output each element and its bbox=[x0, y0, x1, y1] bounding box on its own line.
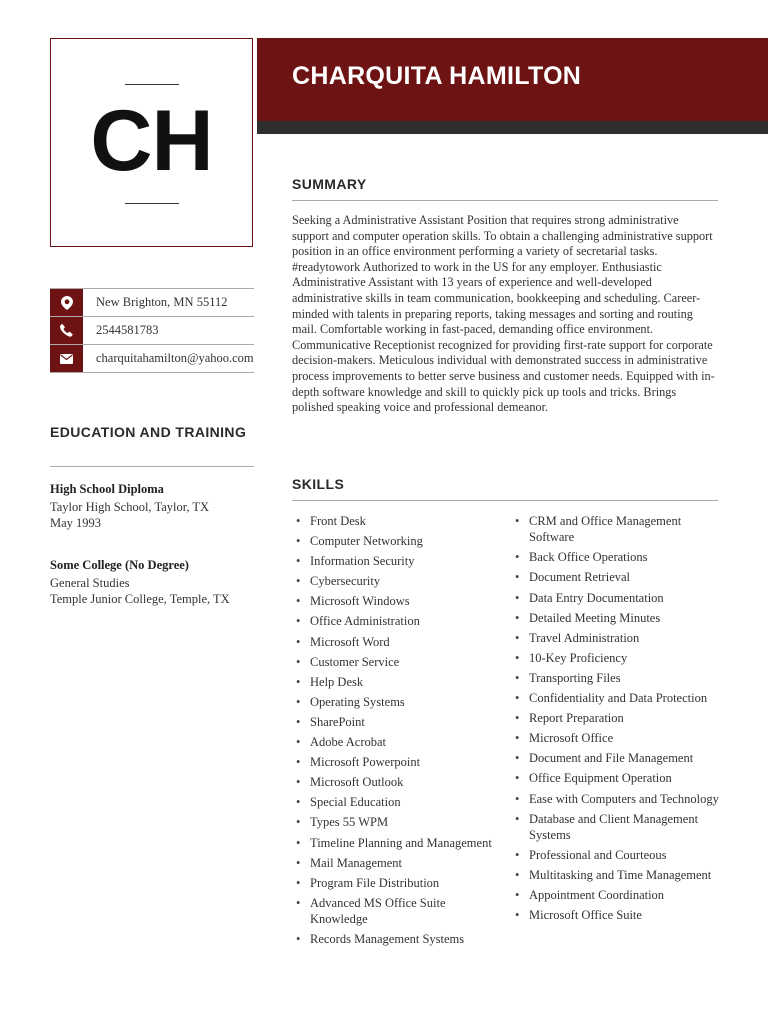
skill-item: • Microsoft Windows bbox=[292, 593, 502, 609]
education-rule bbox=[50, 466, 254, 467]
contact-phone bbox=[50, 317, 254, 345]
monogram-bottom-rule bbox=[125, 203, 179, 204]
skill-item: • Multitasking and Time Management bbox=[511, 867, 721, 883]
skill-item: • Ease with Computers and Technology bbox=[511, 791, 721, 807]
skill-item: • Appointment Coordination bbox=[511, 887, 721, 903]
education-school: Temple Junior College, Temple, TX bbox=[50, 592, 230, 606]
skills-list-left bbox=[292, 513, 502, 951]
envelope-icon bbox=[50, 345, 83, 372]
monogram-top-rule bbox=[125, 84, 179, 85]
skill-item: • Data Entry Documentation bbox=[511, 590, 721, 606]
skill-item: • Back Office Operations bbox=[511, 549, 721, 565]
skill-item: • Database and Client Management Systems bbox=[511, 811, 721, 844]
email-text[interactable]: charquitahamilton@yahoo.com bbox=[96, 351, 254, 365]
phone-icon bbox=[50, 317, 83, 344]
skill-item: • Document and File Management bbox=[511, 750, 721, 766]
skills-title: SKILLS bbox=[292, 476, 345, 492]
skill-item: • Computer Networking bbox=[292, 533, 502, 549]
skill-item: • Operating Systems bbox=[292, 694, 502, 710]
skill-item: • 10-Key Proficiency bbox=[511, 650, 721, 666]
skill-item: • Office Administration bbox=[292, 613, 502, 629]
education-entry bbox=[50, 481, 260, 531]
contact-location bbox=[50, 288, 254, 317]
skill-item: • Transporting Files bbox=[511, 670, 721, 686]
skill-item: • Advanced MS Office Suite Knowledge bbox=[292, 895, 502, 928]
skill-item: • Timeline Planning and Management bbox=[292, 835, 502, 851]
education-school: Taylor High School, Taylor, TX bbox=[50, 500, 210, 514]
contact-email bbox=[50, 345, 254, 373]
education-date: May 1993 bbox=[50, 516, 102, 530]
skill-item: • Help Desk bbox=[292, 674, 502, 690]
location-pin-icon bbox=[50, 289, 83, 316]
education-degree: High School Diploma bbox=[50, 482, 164, 496]
skill-item: • Types 55 WPM bbox=[292, 814, 502, 830]
skills-rule bbox=[292, 500, 718, 501]
header-dark-strip bbox=[257, 121, 768, 134]
monogram-box bbox=[50, 38, 253, 247]
monogram: CH bbox=[90, 93, 213, 189]
skill-item: • Document Retrieval bbox=[511, 569, 721, 585]
skill-item: • Confidentiality and Data Protection bbox=[511, 690, 721, 706]
education-degree: Some College (No Degree) bbox=[50, 558, 189, 572]
skill-item: • Report Preparation bbox=[511, 710, 721, 726]
education-title: EDUCATION AND TRAINING bbox=[50, 424, 247, 440]
skill-item: • Information Security bbox=[292, 553, 502, 569]
skill-item: • SharePoint bbox=[292, 714, 502, 730]
skill-item: • Microsoft Office bbox=[511, 730, 721, 746]
skills-list-right bbox=[511, 513, 721, 927]
skill-item: • Microsoft Outlook bbox=[292, 774, 502, 790]
skill-item: • CRM and Office Management Software bbox=[511, 513, 721, 546]
skill-item: • Microsoft Powerpoint bbox=[292, 754, 502, 770]
education-entry bbox=[50, 557, 260, 607]
location-text: New Brighton, MN 55112 bbox=[96, 295, 228, 309]
skill-item: • Adobe Acrobat bbox=[292, 734, 502, 750]
skill-item: • Special Education bbox=[292, 794, 502, 810]
skill-item: • Travel Administration bbox=[511, 630, 721, 646]
education-field: General Studies bbox=[50, 576, 130, 590]
skill-item: • Professional and Courteous bbox=[511, 847, 721, 863]
summary-text: Seeking a Administrative Assistant Position that requires strong administrative support and computer operation skills. To obtain a challenging administrative support position in an office environment performing a variety of secretarial tasks. #readytowork Authorized to work in the US for any employer. Enthusiastic Administrative Assistant with 13 years of experience and well-developed administrative skills in team communication, bookkeeping and scheduling. Career-minded with talents in preparing reports, taking messages and sorting and routing mail. Comfortable working in fast-paced, demanding office environment. Communicative Receptionist recognized for providing first-rate support for corporate decision-makers. Meticulous individual with demonstrated success in administrative process improvements to better serve business and customer needs. Equipped with in-depth software knowledge and skill to quickly pick up tools and tricks. Brings polished speaking voice and professional demeanor. bbox=[292, 213, 715, 415]
skill-item: • Mail Management bbox=[292, 855, 502, 871]
skill-item: • Customer Service bbox=[292, 654, 502, 670]
summary-rule bbox=[292, 200, 718, 201]
skill-item: • Cybersecurity bbox=[292, 573, 502, 589]
skill-item: • Microsoft Word bbox=[292, 634, 502, 650]
phone-text[interactable]: 2544581783 bbox=[96, 323, 159, 337]
summary-title: SUMMARY bbox=[292, 176, 367, 192]
skill-item: • Detailed Meeting Minutes bbox=[511, 610, 721, 626]
skill-item: • Front Desk bbox=[292, 513, 502, 529]
candidate-name: CHARQUITA HAMILTON bbox=[292, 62, 582, 90]
skill-item: • Microsoft Office Suite bbox=[511, 907, 721, 923]
skill-item: • Records Management Systems bbox=[292, 931, 502, 947]
contact-list bbox=[50, 288, 254, 373]
skill-item: • Office Equipment Operation bbox=[511, 770, 721, 786]
skill-item: • Program File Distribution bbox=[292, 875, 502, 891]
